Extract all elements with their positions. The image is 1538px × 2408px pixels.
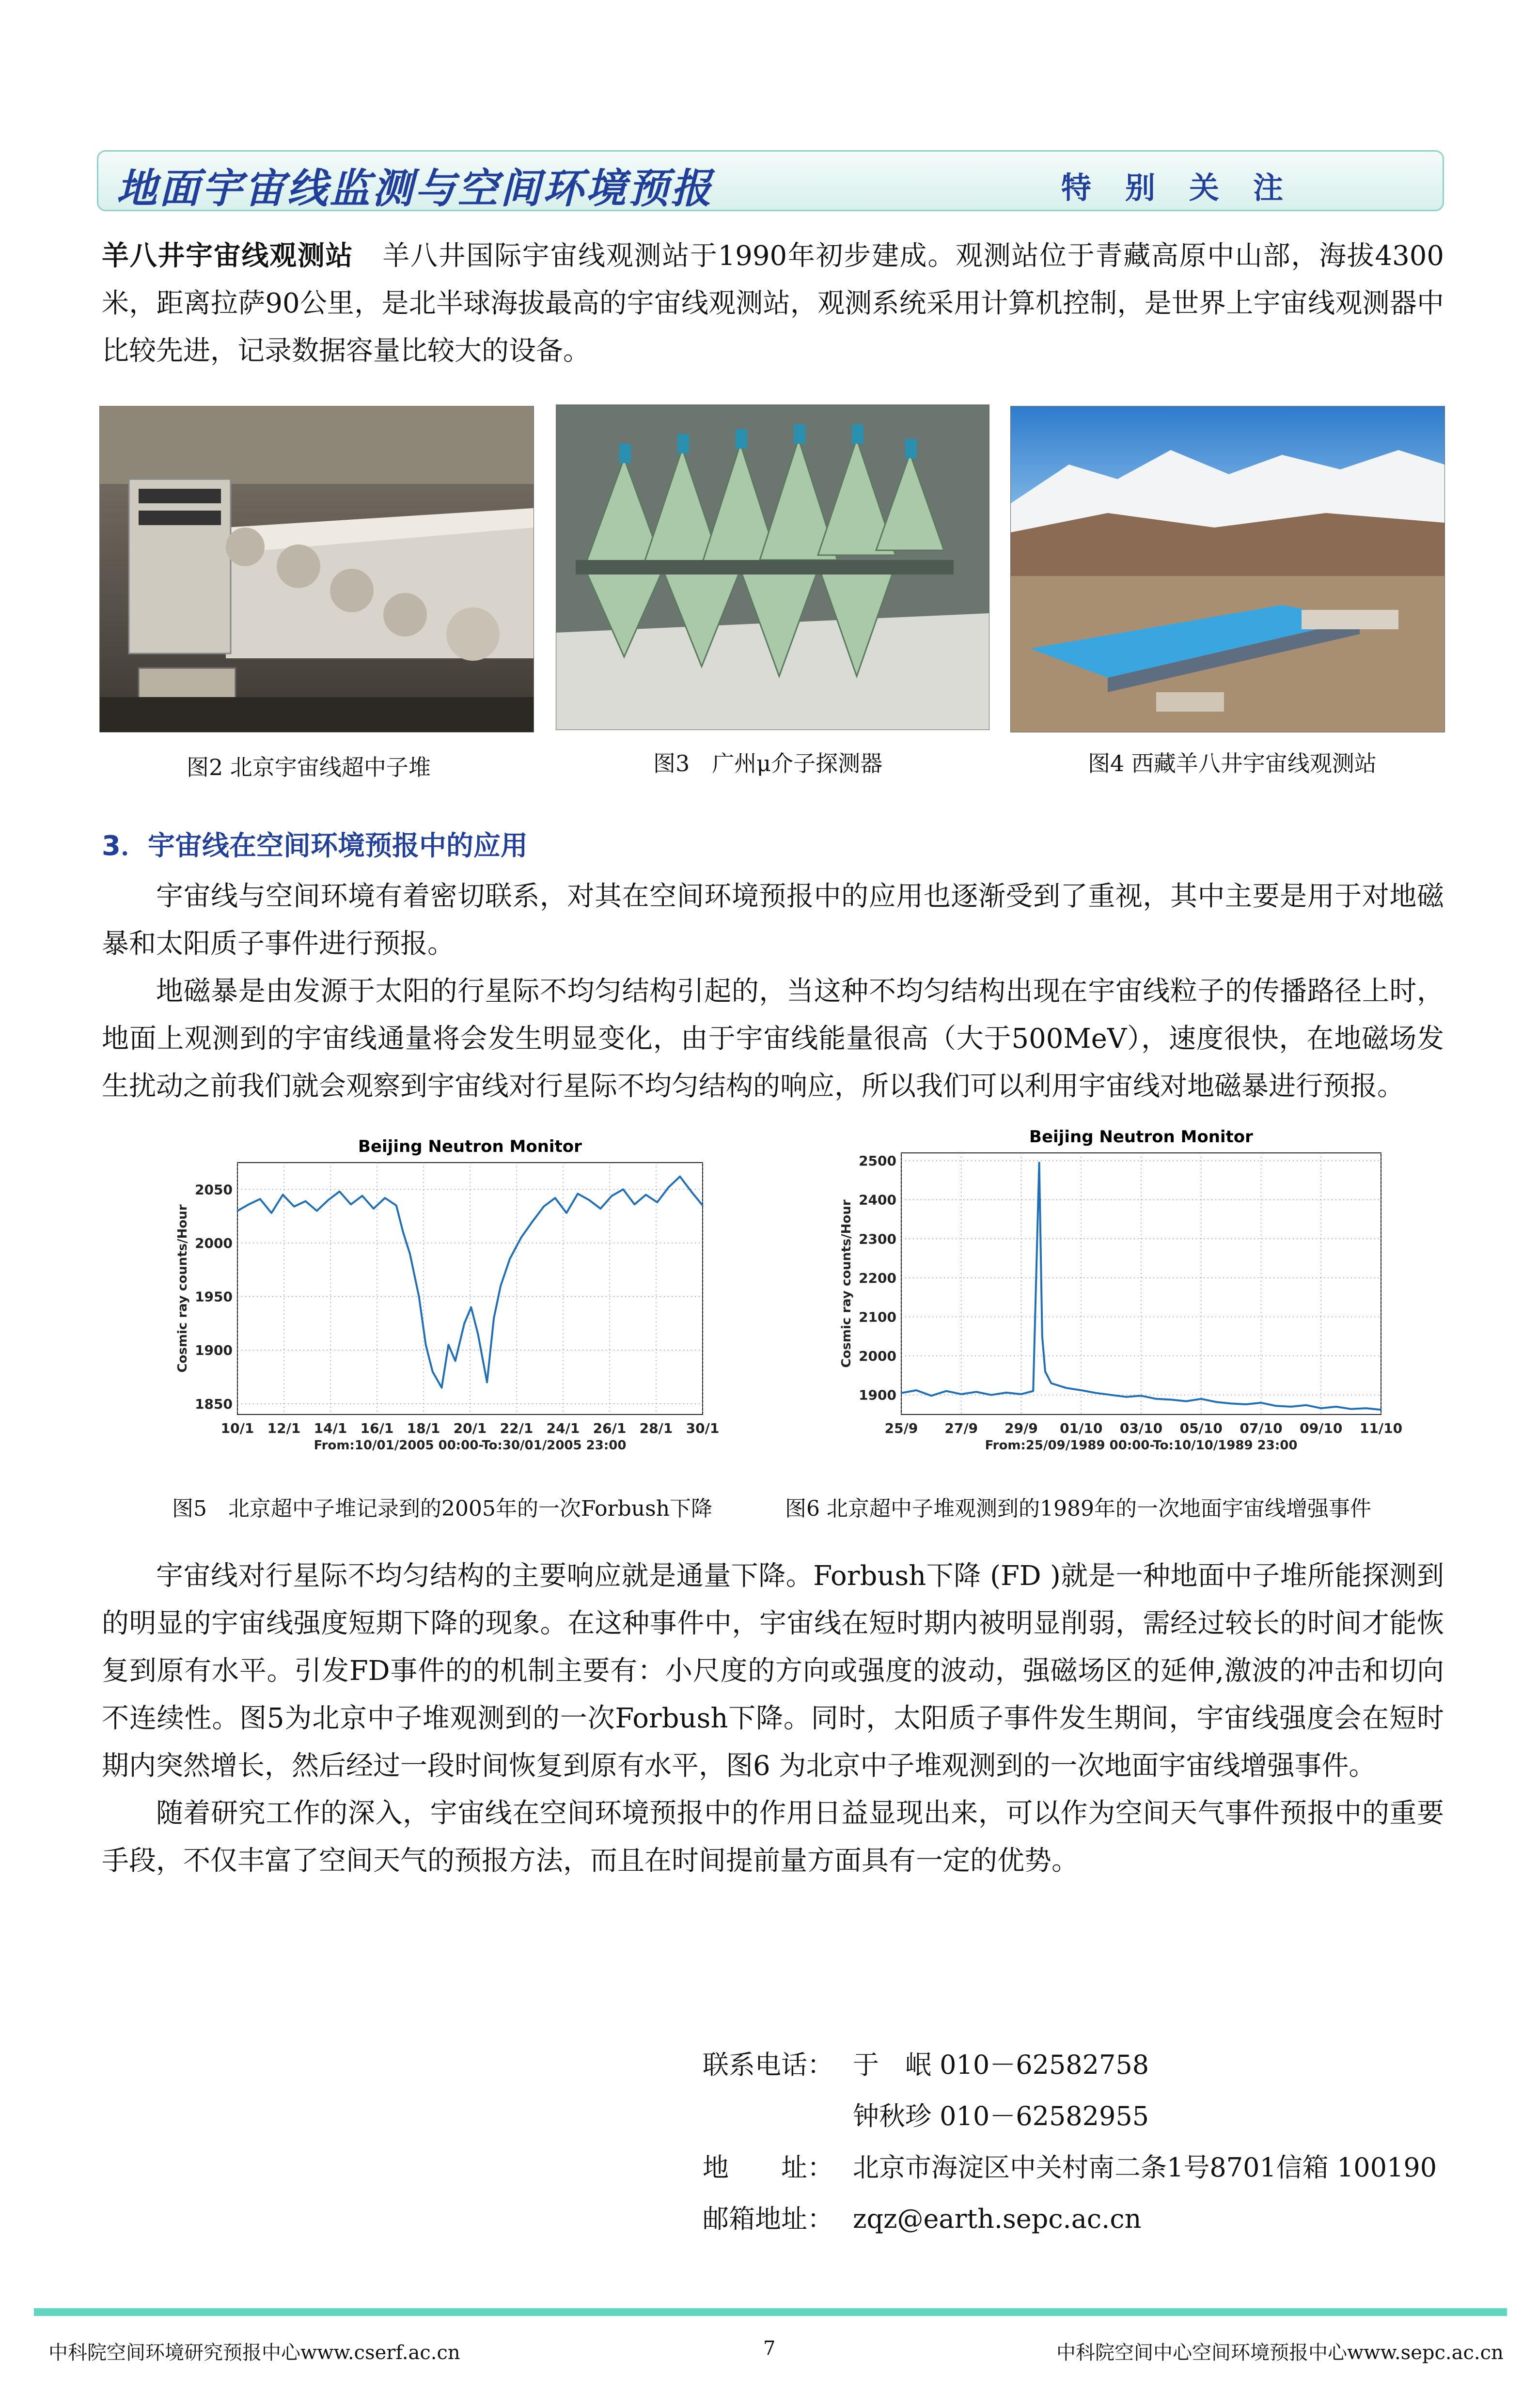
x-tick-label: 05/10 — [1179, 1420, 1223, 1436]
data-point — [1230, 1403, 1232, 1404]
section-body-bottom — [102, 1553, 1444, 1885]
data-point — [543, 1206, 545, 1207]
data-point — [901, 1392, 902, 1394]
muon-detector-image — [556, 405, 989, 730]
data-point — [1245, 1404, 1247, 1405]
chart-ground-level-enhancement — [819, 1117, 1405, 1473]
y-tick-label: 1900 — [859, 1387, 896, 1403]
x-tick-label: 30/1 — [686, 1420, 720, 1436]
data-point — [915, 1390, 917, 1391]
figure-4-caption: 图4 西藏羊八井宇宙线观测站 — [1088, 750, 1377, 777]
data-point — [566, 1212, 567, 1214]
y-tick-label: 2200 — [859, 1270, 896, 1286]
data-point — [1081, 1390, 1082, 1391]
data-point — [1320, 1408, 1322, 1409]
y-tick-label: 2050 — [195, 1181, 233, 1198]
x-tick-label: 03/10 — [1119, 1420, 1163, 1436]
x-axis-label: From:25/09/1989 00:00-To:10/10/1989 23:00 — [985, 1438, 1298, 1453]
data-point — [1020, 1394, 1022, 1395]
series-line — [237, 1177, 703, 1388]
y-tick-label: 1950 — [195, 1289, 233, 1305]
data-point — [945, 1390, 947, 1392]
intro-heading: 羊八井宇宙线观测站 — [102, 240, 354, 272]
data-point — [1066, 1387, 1067, 1389]
paragraph-4: 随着研究工作的深入，宇宙线在空间环境预报中的作用日益显现出来，可以作为空间天气事件预报中的重要手段，不仅丰富了空间天气的预报方法，而且在时间提前量方面具有一定的优势。 — [102, 1798, 1444, 1877]
data-point — [259, 1198, 261, 1200]
x-tick-label: 29/9 — [1004, 1420, 1038, 1436]
section-heading: 3．宇宙线在空间环境预报中的应用 — [102, 830, 528, 862]
data-point — [623, 1189, 624, 1190]
y-tick-label: 2400 — [859, 1192, 896, 1208]
data-point — [477, 1334, 479, 1335]
phone-2: 钟秋珍 010－62582955 — [853, 2101, 1149, 2131]
x-tick-label: 12/1 — [267, 1420, 301, 1436]
data-point — [1365, 1408, 1367, 1409]
intro-text: 羊八井国际宇宙线观测站于1990年初步建成。观测站位于青藏高原中山部，海拔4300米，距离拉萨90公里，是北半球海拔最高的宇宙线观测站，观测系统采用计算机控制，是世界上宇宙线观测器中比较先进，记录数据容量比较大的设备。 — [102, 240, 1444, 367]
data-point — [1005, 1392, 1007, 1393]
x-tick-label: 26/1 — [593, 1420, 627, 1436]
data-point — [509, 1258, 510, 1260]
data-point — [702, 1205, 704, 1206]
data-point — [1260, 1402, 1262, 1403]
y-axis-label: Cosmic ray counts/Hour — [839, 1199, 854, 1368]
y-tick-label: 2000 — [859, 1348, 896, 1365]
data-point — [600, 1208, 601, 1210]
data-point — [402, 1231, 404, 1233]
data-point — [305, 1200, 306, 1202]
data-point — [441, 1387, 442, 1388]
data-point — [361, 1195, 363, 1196]
data-point — [493, 1317, 495, 1319]
yangbajing-station-image — [1011, 406, 1444, 732]
data-point — [328, 1199, 329, 1201]
data-point — [930, 1395, 932, 1397]
data-point — [384, 1197, 386, 1199]
x-tick-label: 22/1 — [500, 1420, 534, 1436]
data-point — [316, 1210, 317, 1212]
footer-divider — [34, 2308, 1507, 2316]
data-point — [668, 1186, 669, 1188]
x-tick-label: 28/1 — [639, 1420, 673, 1436]
y-tick-label: 2000 — [195, 1235, 233, 1251]
email-link[interactable]: zqz@earth.sepc.ac.cn — [853, 2204, 1142, 2234]
data-point — [339, 1191, 340, 1192]
data-point — [1111, 1394, 1112, 1396]
contact-phone-row-2 — [703, 2091, 1437, 2142]
y-tick-label: 2500 — [859, 1153, 896, 1169]
chart-forbush-decrease — [155, 1124, 727, 1473]
data-point — [418, 1296, 420, 1297]
data-point — [1275, 1405, 1277, 1407]
x-tick-label: 01/10 — [1060, 1420, 1103, 1436]
data-point — [1335, 1406, 1337, 1407]
x-tick-label: 11/10 — [1359, 1420, 1403, 1436]
paragraph-2: 地磁暴是由发源于太阳的行星际不均匀结构引起的，当这种不均匀结构出现在宇宙线粒子的传播路径上时，地面上观测到的宇宙线通量将会发生明显变化，由于宇宙线能量很高（大于500MeV），速度很快，在地磁场发生扰动之前我们就会观察到宇宙线对行星际不均匀结构的响应，所以我们可以利用宇宙线对地磁暴进行预报。 — [102, 976, 1444, 1102]
data-point — [1096, 1392, 1097, 1394]
data-point — [532, 1221, 533, 1222]
data-point — [975, 1391, 977, 1393]
data-point — [464, 1322, 465, 1324]
data-point — [455, 1360, 456, 1362]
data-point — [1041, 1336, 1043, 1337]
data-point — [657, 1201, 658, 1203]
data-point — [1381, 1409, 1382, 1411]
contact-block — [703, 2039, 1437, 2245]
data-point — [1305, 1404, 1307, 1406]
x-tick-label: 07/10 — [1240, 1420, 1283, 1436]
data-point — [1290, 1406, 1292, 1407]
x-tick-label: 24/1 — [546, 1420, 580, 1436]
phone-label: 联系电话： — [703, 2050, 833, 2080]
data-point — [282, 1194, 283, 1196]
data-point — [395, 1205, 397, 1206]
data-point — [691, 1191, 692, 1192]
data-point — [1200, 1398, 1202, 1399]
figure-3-caption: 图3 广州μ介子探测器 — [653, 750, 883, 777]
figure-2-caption: 图2 北京宇宙线超中子堆 — [187, 754, 431, 780]
figure-5-caption: 图5 北京超中子堆记录到的2005年的一次Forbush下降 — [172, 1496, 713, 1521]
section-body-top — [102, 873, 1444, 1110]
data-point — [448, 1344, 449, 1346]
data-point — [611, 1195, 612, 1196]
data-point — [679, 1176, 681, 1177]
chart-title: Beijing Neutron Monitor — [358, 1137, 582, 1156]
data-point — [350, 1204, 352, 1205]
x-tick-label: 14/1 — [314, 1420, 347, 1436]
chart-title: Beijing Neutron Monitor — [1029, 1127, 1253, 1147]
photo-neutron-monitor — [99, 406, 534, 732]
x-tick-label: 16/1 — [360, 1420, 394, 1436]
address-label: 地 址： — [703, 2152, 833, 2183]
y-tick-label: 1900 — [195, 1342, 233, 1359]
contact-email-row — [703, 2193, 1437, 2245]
data-point — [1350, 1408, 1352, 1410]
data-point — [1038, 1162, 1040, 1164]
data-point — [520, 1237, 522, 1238]
data-point — [1045, 1371, 1046, 1372]
data-point — [1033, 1390, 1034, 1392]
y-tick-label: 2300 — [859, 1231, 896, 1247]
data-point — [554, 1197, 556, 1199]
data-point — [432, 1371, 433, 1372]
address: 北京市海淀区中关村南二条1号8701信箱 100190 — [853, 2152, 1437, 2183]
x-axis-label: From:10/01/2005 00:00-To:30/01/2005 23:00 — [314, 1438, 627, 1453]
data-point — [1051, 1383, 1052, 1384]
section-tag: 特别关注 — [1061, 170, 1318, 205]
data-point — [1141, 1395, 1142, 1397]
data-point — [990, 1394, 992, 1396]
data-point — [373, 1208, 374, 1210]
x-tick-label: 10/1 — [220, 1420, 254, 1436]
contact-address-row — [703, 2142, 1437, 2193]
paragraph-1: 宇宙线与空间环境有着密切联系，对其在空间环境预报中的应用也逐渐受到了重视，其中主要是用于对地磁暴和太阳质子事件进行预报。 — [102, 881, 1444, 960]
figure-6-caption: 图6 北京超中子堆观测到的1989年的一次地面宇宙线增强事件 — [785, 1496, 1371, 1521]
data-point — [1126, 1396, 1127, 1398]
data-point — [1155, 1398, 1157, 1399]
data-point — [960, 1394, 962, 1395]
data-point — [634, 1204, 635, 1205]
intro-paragraph — [102, 233, 1444, 375]
x-tick-label: 09/10 — [1300, 1420, 1343, 1436]
x-tick-label: 20/1 — [453, 1420, 487, 1436]
photo-yangbajing-station — [1010, 406, 1445, 732]
paragraph-3: 宇宙线对行星际不均匀结构的主要响应就是通量下降。Forbush下降 (FD )就是一种地面中子堆所能探测到的明显的宇宙线强度短期下降的现象。在这种事件中，宇宙线在短时期内被明显削弱，需经过较长的时间才能恢复到原有水平。引发FD事件的的机制主要有：小尺度的方向或强度的波动，强磁场区的延伸,激波的冲击和切向不连续性。图5为北京中子堆观测到的一次Forbush下降。同时，太阳质子事件发生期间，宇宙线强度会在短时期内突然增长，然后经过一段时间恢复到原有水平，图6 为北京中子堆观测到的一次地面宇宙线增强事件。 — [102, 1560, 1444, 1782]
data-point — [1170, 1399, 1172, 1400]
y-axis-label: Cosmic ray counts/Hour — [175, 1204, 190, 1373]
data-point — [237, 1210, 238, 1212]
x-tick-label: 25/9 — [884, 1420, 918, 1436]
page-number: 7 — [763, 2337, 776, 2360]
contact-phone-row — [703, 2039, 1437, 2091]
data-point — [487, 1382, 488, 1383]
neutron-monitor-image — [100, 406, 534, 732]
data-point — [425, 1344, 426, 1346]
y-tick-label: 2100 — [859, 1309, 896, 1325]
data-point — [271, 1212, 272, 1214]
data-point — [500, 1285, 502, 1287]
footer-right[interactable]: 中科院空间中心空间环境预报中心www.sepc.ac.cn — [1056, 2342, 1504, 2364]
footer-left[interactable]: 中科院空间环境研究预报中心www.cserf.ac.cn — [48, 2342, 460, 2364]
email-label: 邮箱地址： — [703, 2204, 833, 2234]
page-title: 地面宇宙线监测与空间环境预报 — [116, 164, 714, 212]
data-point — [645, 1194, 646, 1196]
data-point — [294, 1206, 295, 1207]
data-point — [1215, 1401, 1217, 1403]
photo-muon-detector — [556, 404, 989, 730]
x-tick-label: 27/9 — [944, 1420, 978, 1436]
phone-1: 于 岷 010－62582758 — [853, 2050, 1149, 2080]
chart-gle-svg — [819, 1117, 1405, 1473]
data-point — [409, 1253, 410, 1255]
data-point — [1185, 1400, 1187, 1402]
data-point — [471, 1306, 472, 1308]
data-point — [248, 1204, 250, 1205]
x-tick-label: 18/1 — [407, 1420, 440, 1436]
data-point — [588, 1199, 590, 1201]
data-point — [577, 1193, 579, 1195]
y-tick-label: 1850 — [195, 1396, 233, 1412]
chart-forbush-svg — [155, 1124, 727, 1473]
